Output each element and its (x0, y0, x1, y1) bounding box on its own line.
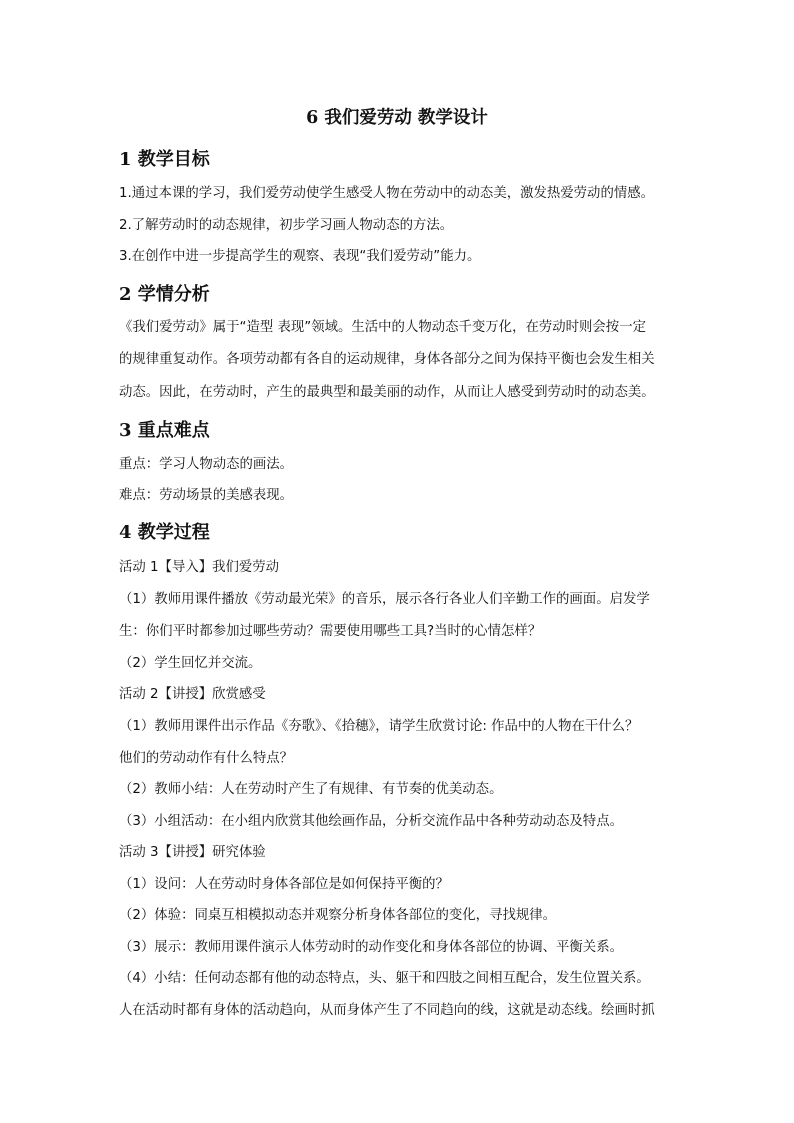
paragraph-line: （4）小结：任何动态都有他的动态特点，头、躯干和四肢之间相互配合，发生位置关系。 (119, 971, 650, 986)
section-heading-objectives: 1 教学目标 (119, 149, 210, 170)
section-heading-keypoints: 3 重点难点 (119, 420, 210, 441)
paragraph-line: （2）学生回忆并交流。 (119, 656, 262, 671)
paragraph-line: （2）教师小结：人在劳动时产生了有规律、有节奏的优美动态。 (119, 782, 503, 797)
paragraph-line: 人在活动时都有身体的活动趋向，从而身体产生了不同趋向的线，这就是动态线。绘画时抓 (119, 1003, 655, 1018)
activity-heading: 活动 3【讲授】研究体验 (119, 845, 266, 860)
paragraph-line: （3）展示：教师用课件演示人体劳动时的动作变化和身体各部位的协调、平衡关系。 (119, 940, 623, 955)
paragraph-line: 的规律重复动作。各项劳动都有各自的运动规律，身体各部分之间为保持平衡也会发生相关 (119, 352, 655, 367)
paragraph-line: （1）教师用课件播放《劳动最光荣》的音乐，展示各行各业人们辛勤工作的画面。启发学 (119, 592, 650, 607)
paragraph-line: （1）设问：人在劳动时身体各部位是如何保持平衡的？ (119, 877, 449, 892)
paragraph-line: （1）教师用课件出示作品《夯歌》、《拾穗》，请学生欣赏讨论: 作品中的人物在干什么？ (119, 719, 639, 734)
activity-heading: 活动 1【导入】我们爱劳动 (119, 560, 280, 575)
section-heading-analysis: 2 学情分析 (119, 284, 210, 305)
paragraph-line: （2）体验：同桌互相模拟动态并观察分析身体各部位的变化，寻找规律。 (119, 908, 557, 923)
paragraph-line: （3）小组活动：在小组内欣赏其他绘画作品，分析交流作品中各种劳动动态及特点。 (119, 814, 623, 829)
paragraph-line: 《我们爱劳动》属于“造型 表现”领域。生活中的人物动态千变万化，在劳动时则会按一定 (119, 320, 646, 335)
paragraph-line: 1.通过本课的学习，我们爱劳动使学生感受人物在劳动中的动态美，激发热爱劳动的情感。 (119, 186, 655, 201)
paragraph-line: 生：你们平时都参加过哪些劳动？需要使用哪些工具?当时的心情怎样？ (119, 624, 542, 639)
paragraph-line: 动态。因此，在劳动时，产生的最典型和最美丽的动作，从而让人感受到劳动时的动态美。 (119, 385, 655, 400)
paragraph-line: 他们的劳动动作有什么特点？ (119, 751, 294, 766)
paragraph-line: 2.了解劳动时的动态规律，初步学习画人物动态的方法。 (119, 218, 454, 233)
document-title: 6 我们爱劳动 教学设计 (306, 108, 488, 128)
paragraph-line: 难点：劳动场景的美感表现。 (119, 488, 294, 503)
paragraph-line: 重点：学习人物动态的画法。 (119, 457, 294, 472)
section-heading-process: 4 教学过程 (119, 522, 210, 543)
paragraph-line: 3.在创作中进一步提高学生的观察、表现“我们爱劳动”能力。 (119, 249, 481, 264)
activity-heading: 活动 2【讲授】欣赏感受 (119, 687, 266, 702)
